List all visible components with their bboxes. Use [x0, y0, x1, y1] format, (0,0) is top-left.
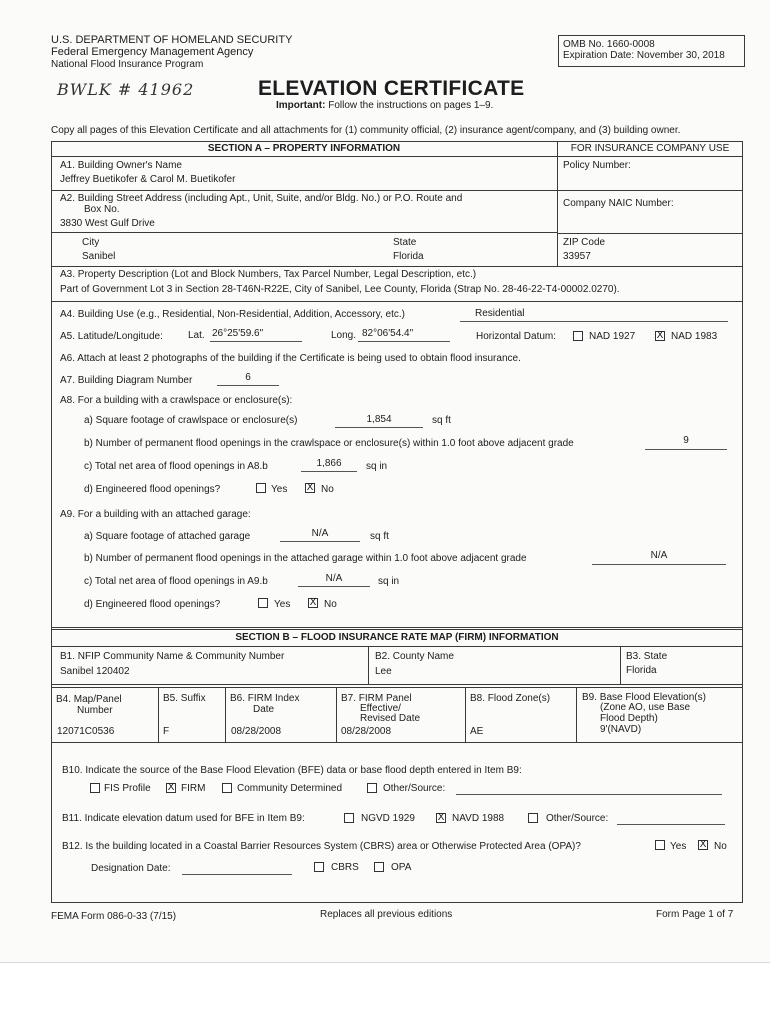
b8-label: B8. Flood Zone(s) [470, 693, 551, 704]
cbrs-label: CBRS [331, 862, 359, 873]
a1-value[interactable]: Jeffrey Buetikofer & Carol M. Buetikofer [60, 174, 236, 185]
a8d-yes-checkbox[interactable] [256, 483, 266, 493]
b3-value[interactable]: Florida [626, 665, 657, 676]
a9d-yes-label: Yes [274, 599, 291, 610]
a2-value[interactable]: 3830 West Gulf Drive [60, 218, 155, 229]
omb-number: OMB No. 1660-0008 [563, 39, 655, 50]
copy-instructions: Copy all pages of this Elevation Certificate and all attachments for (1) community official, (2) insurance agent/company, and (3) building owner. [51, 125, 681, 136]
replaces-note: Replaces all previous editions [320, 909, 453, 920]
b11-navd-label: NAVD 1988 [452, 813, 505, 824]
designation-date-label: Designation Date: [91, 863, 171, 874]
agency-subname: Federal Emergency Management Agency [51, 46, 254, 58]
b10-fis-label: FIS Profile [104, 783, 151, 794]
a6-label: A6. Attach at least 2 photographs of the building if the Certificate is being used to obtain flood insurance. [60, 353, 521, 364]
b10-other-label: Other/Source: [383, 783, 446, 794]
zip-label: ZIP Code [563, 237, 606, 248]
a9d-no-checkbox[interactable]: X [309, 597, 317, 608]
a9c-label: c) Total net area of flood openings in A9.b [84, 576, 268, 587]
a8a-label: a) Square footage of crawlspace or enclosure(s) [84, 415, 298, 426]
a8c-label: c) Total net area of flood openings in A8.b [84, 461, 268, 472]
city-label: City [82, 237, 100, 248]
b7-label-cont1: Effective/ [360, 703, 401, 714]
form-number: FEMA Form 086-0-33 (7/15) [51, 911, 177, 922]
a9d-yes-checkbox[interactable] [258, 598, 268, 608]
section-a-heading: SECTION A – PROPERTY INFORMATION [207, 143, 401, 154]
a8d-no-checkbox[interactable]: X [306, 482, 314, 493]
b11-other-label: Other/Source: [546, 813, 609, 824]
opa-label: OPA [391, 862, 412, 873]
b4-value[interactable]: 12071C0536 [57, 726, 115, 737]
b12-yes-checkbox[interactable] [655, 840, 665, 850]
b11-ngvd-checkbox[interactable] [344, 813, 354, 823]
b10-label: B10. Indicate the source of the Base Flood Elevation (BFE) data or base flood depth entered in Item B9: [62, 765, 522, 776]
b9-label: B9. Base Flood Elevation(s) [582, 692, 706, 703]
a8c-unit: sq in [366, 461, 388, 472]
a8b-label: b) Number of permanent flood openings in the crawlspace or enclosure(s) within 1.0 foot above adjacent grade [84, 438, 574, 449]
b3-label: B3. State [626, 651, 668, 662]
b12-label: B12. Is the building located in a Coastal Barrier Resources System (CBRS) area or Otherwise Protected Area (OPA)? [62, 841, 581, 852]
b12-yes-label: Yes [670, 841, 687, 852]
b11-other-checkbox[interactable] [528, 813, 538, 823]
b1-label: B1. NFIP Community Name & Community Number [60, 651, 285, 662]
important-note: Important: Follow the instructions on pages 1–9. [276, 100, 494, 111]
a4-value[interactable]: Residential [475, 308, 525, 319]
nad1927-checkbox[interactable] [573, 331, 583, 341]
city-value[interactable]: Sanibel [82, 251, 116, 262]
b9-value[interactable]: 9'(NAVD) [600, 724, 642, 735]
b2-value[interactable]: Lee [375, 666, 392, 677]
a8a-unit: sq ft [432, 415, 451, 426]
a9a-value[interactable]: N/A [311, 528, 329, 539]
b9-label-cont1: (Zone AO, use Base [600, 702, 691, 713]
background-area [0, 962, 770, 1025]
b11-label: B11. Indicate elevation datum used for BFE in Item B9: [62, 813, 305, 824]
a5-label: A5. Latitude/Longitude: [60, 331, 163, 342]
expiration-date: Expiration Date: November 30, 2018 [563, 50, 725, 61]
b5-label: B5. Suffix [163, 693, 206, 704]
b5-value[interactable]: F [163, 726, 170, 737]
page-title: ELEVATION CERTIFICATE [258, 77, 525, 100]
b4-label-cont: Number [77, 705, 113, 716]
a2-label: A2. Building Street Address (including Apt., Unit, Suite, and/or Bldg. No.) or P.O. Route and [60, 193, 463, 204]
a7-label: A7. Building Diagram Number [60, 375, 193, 386]
horizontal-datum-label: Horizontal Datum: [476, 331, 557, 342]
b4-label: B4. Map/Panel [56, 694, 122, 705]
a9a-unit: sq ft [370, 531, 389, 542]
opa-checkbox[interactable] [374, 862, 384, 872]
section-b-heading: SECTION B – FLOOD INSURANCE RATE MAP (FIRM) INFORMATION [235, 632, 559, 643]
state-label: State [393, 237, 417, 248]
b12-no-checkbox[interactable]: X [699, 839, 707, 850]
cbrs-checkbox[interactable] [314, 862, 324, 872]
a3-value[interactable]: Part of Government Lot 3 in Section 28-T46N-R22E, City of Sanibel, Lee County, Florida (Strap No. 28-46-22-T4-00002.0270). [60, 284, 620, 295]
b11-navd-checkbox[interactable]: X [437, 812, 445, 823]
b10-firm-checkbox[interactable]: X [167, 782, 175, 793]
b9-label-cont2: Flood Depth) [600, 713, 658, 724]
nad1983-checkbox[interactable]: X [656, 330, 664, 341]
a1-label: A1. Building Owner's Name [60, 160, 182, 171]
b7-label-cont2: Revised Date [360, 713, 421, 724]
a7-value[interactable]: 6 [245, 372, 251, 383]
agency-name: U.S. DEPARTMENT OF HOMELAND SECURITY [51, 34, 293, 46]
b6-value[interactable]: 08/28/2008 [231, 726, 282, 737]
a9c-unit: sq in [378, 576, 400, 587]
b2-label: B2. County Name [375, 651, 454, 662]
a8d-no-label: No [321, 484, 334, 495]
longitude-value[interactable]: 82°06'54.4" [362, 328, 414, 339]
a9d-no-label: No [324, 599, 337, 610]
b6-label: B6. FIRM Index [230, 693, 300, 704]
b7-label: B7. FIRM Panel [341, 693, 412, 704]
naic-number-label: Company NAIC Number: [563, 198, 674, 209]
b8-value[interactable]: AE [470, 726, 484, 737]
a8a-value[interactable]: 1,854 [366, 414, 392, 425]
a8d-label: d) Engineered flood openings? [84, 484, 221, 495]
longitude-label: Long. [331, 330, 357, 341]
nad1927-label: NAD 1927 [589, 331, 636, 342]
a8-label: A8. For a building with a crawlspace or enclosure(s): [60, 395, 293, 406]
a9-label: A9. For a building with an attached garage: [60, 509, 251, 520]
handwritten-note: BWLK # 41962 [57, 80, 195, 99]
a8c-value[interactable]: 1,866 [316, 458, 342, 469]
b6-label-cont: Date [253, 704, 275, 715]
a9c-value[interactable]: N/A [325, 573, 343, 584]
latitude-value[interactable]: 26°25'59.6" [212, 328, 264, 339]
insurance-use-heading: FOR INSURANCE COMPANY USE [570, 143, 730, 154]
page-number: Form Page 1 of 7 [656, 909, 734, 920]
a4-label: A4. Building Use (e.g., Residential, Non-Residential, Addition, Accessory, etc.) [60, 309, 405, 320]
zip-value[interactable]: 33957 [563, 251, 591, 262]
a8b-value[interactable]: 9 [683, 435, 689, 446]
program-name: National Flood Insurance Program [51, 59, 204, 70]
b1-value[interactable]: Sanibel 120402 [60, 666, 130, 677]
latitude-label: Lat. [188, 330, 205, 341]
state-value[interactable]: Florida [393, 251, 424, 262]
a8d-yes-label: Yes [271, 484, 288, 495]
b11-ngvd-label: NGVD 1929 [361, 813, 415, 824]
a9b-value[interactable]: N/A [650, 550, 668, 561]
b7-value[interactable]: 08/28/2008 [341, 726, 392, 737]
a9b-label: b) Number of permanent flood openings in the attached garage within 1.0 foot above adjacent grade [84, 553, 527, 564]
a9a-label: a) Square footage of attached garage [84, 531, 251, 542]
b10-firm-label: FIRM [181, 783, 206, 794]
b12-no-label: No [714, 841, 727, 852]
b10-other-checkbox[interactable] [367, 783, 377, 793]
a9d-label: d) Engineered flood openings? [84, 599, 221, 610]
a2-label-cont: Box No. [84, 204, 120, 215]
policy-number-label: Policy Number: [563, 160, 631, 171]
b10-community-label: Community Determined [237, 783, 343, 794]
b10-fis-checkbox[interactable] [90, 783, 100, 793]
nad1983-label: NAD 1983 [671, 331, 718, 342]
a3-label: A3. Property Description (Lot and Block Numbers, Tax Parcel Number, Legal Description, etc.) [60, 269, 477, 280]
b10-community-checkbox[interactable] [222, 783, 232, 793]
